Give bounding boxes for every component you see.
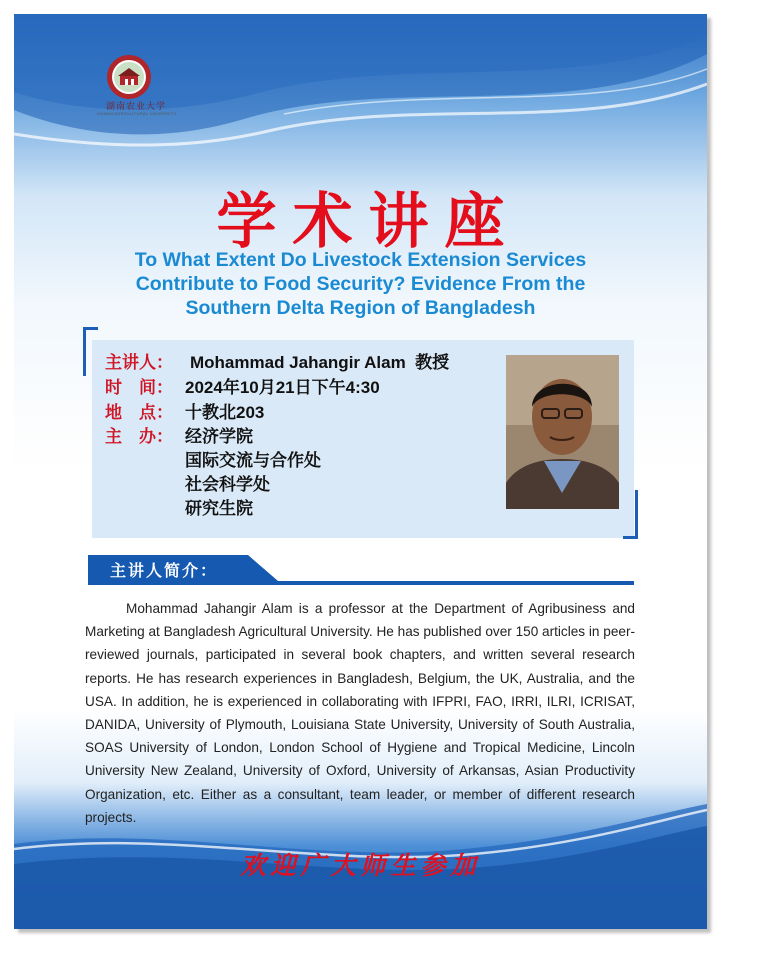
host-item: 经济学院 xyxy=(185,427,253,446)
place-value: 十教北203 xyxy=(185,403,265,422)
host-item: 国际交流与合作处 xyxy=(185,451,321,470)
talk-title-line: Southern Delta Region of Bangladesh xyxy=(185,297,536,319)
speaker-portrait xyxy=(506,355,619,509)
frame-corner-bottom-right xyxy=(623,490,638,539)
speaker-label: 主讲人： xyxy=(105,353,173,372)
host-label: 主 办： xyxy=(105,427,173,446)
university-english-name: HUNAN AGRICULTURAL UNIVERSITY xyxy=(97,111,177,116)
speaker-name xyxy=(190,348,449,373)
poster-title: 学术讲座 xyxy=(216,187,521,257)
time-value: 2024年10月21日下午4:30 xyxy=(185,378,380,397)
time-label: 时 间： xyxy=(105,378,173,397)
place-label: 地 点： xyxy=(105,403,173,422)
talk-title-line: Contribute to Food Security? Evidence From the xyxy=(135,273,586,295)
frame-corner-top-left xyxy=(83,327,98,376)
talk-title xyxy=(84,248,637,320)
host-item: 社会科学处 xyxy=(185,475,270,494)
university-name: 湖南农业大学 xyxy=(105,102,166,112)
speaker-name-text: Mohammad Jahangir Alam xyxy=(190,353,406,372)
talk-title-line: To What Extent Do Livestock Extension Services xyxy=(134,249,587,271)
speaker-rank: 教授 xyxy=(415,353,450,372)
welcome-message: 欢迎广大师生参加 xyxy=(240,851,481,880)
university-seal-icon xyxy=(106,54,152,100)
host-item: 研究生院 xyxy=(185,499,253,518)
lecture-poster xyxy=(14,14,707,929)
section-title: 主讲人简介： xyxy=(110,563,219,580)
speaker-bio: Mohammad Jahangir Alam is a professor at the Department of Agribusiness and Marketing at Bangladesh Agricultural University. He has published over 150 articles in peer-reviewed journals, participated in several book chapters, and written several research reports. He has research experiences in Bangladesh, Belgium, the UK, Australia, and the USA. In addition, he is experienced in collaborating with IFPRI, FAO, IRRI, ILRI, ICRISAT, DANIDA, University of Plymouth, Louisiana State University, University of South Australia, SOAS University of London, London School of Hygiene and Tropical Medicine, Lincoln University New Zealand, University of Oxford, University of Arkansas, Asian Productivity Organization, etc. Either as a consultant, team leader, or member of different research projects. xyxy=(85,601,635,825)
